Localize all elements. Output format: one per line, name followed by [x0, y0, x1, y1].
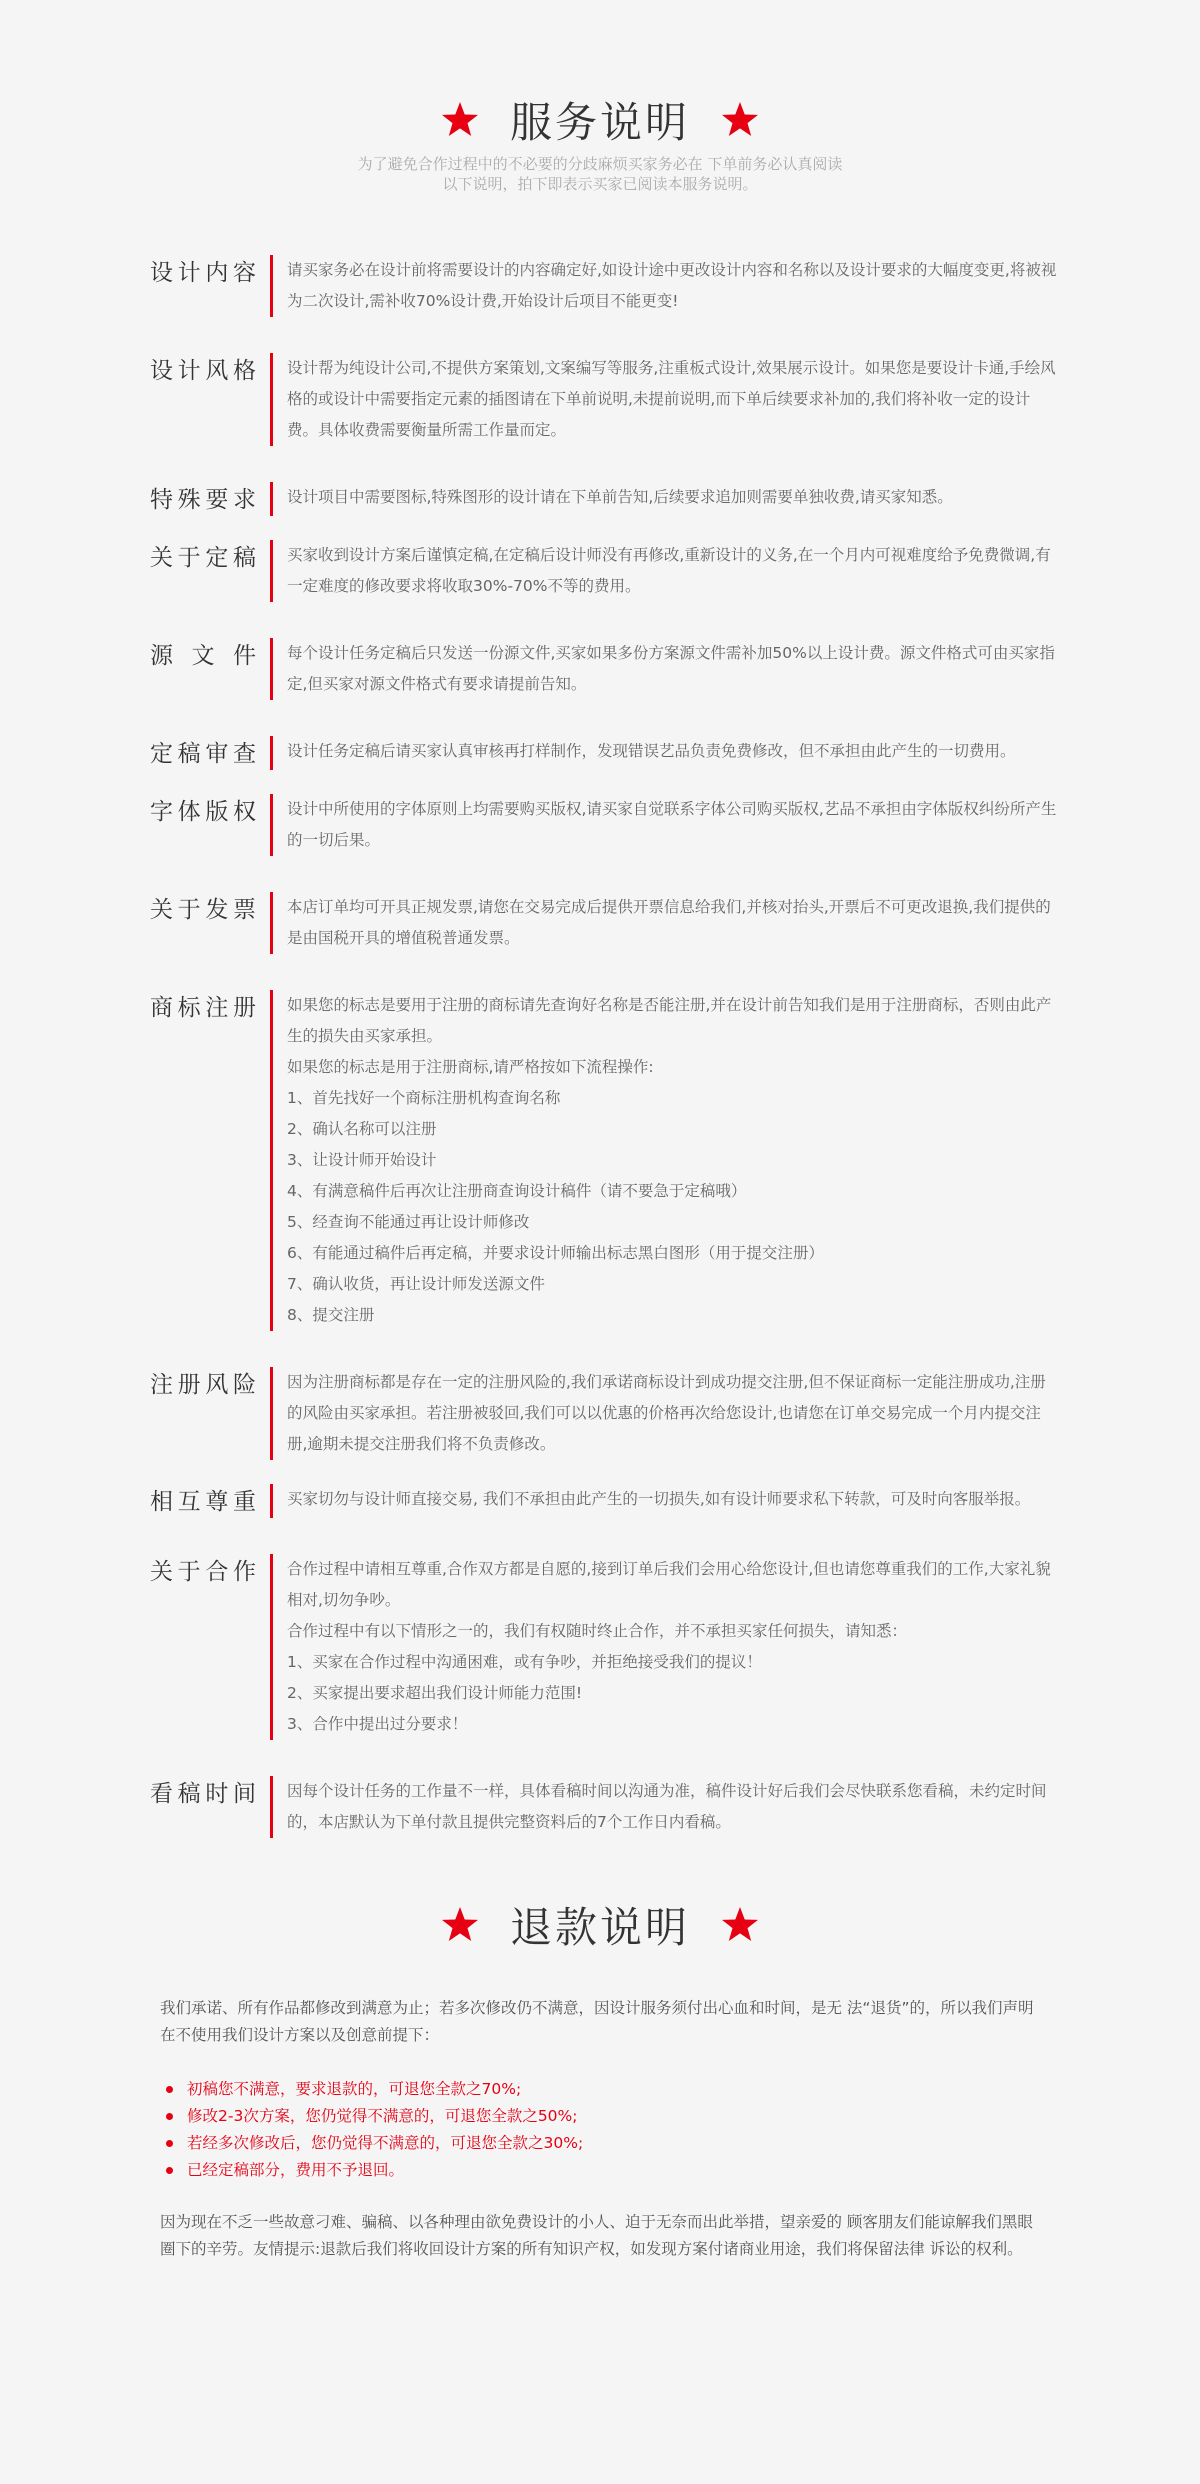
- service-item-text: 合作过程中请相互尊重,合作双方都是自愿的,接到订单后我们会用心给您设计,但也请您尊重我们的工作,大家礼貌相对,切勿争吵。: [287, 1560, 1051, 1609]
- service-item-divider: [270, 1484, 273, 1518]
- service-item: [150, 892, 1060, 954]
- service-title: 服务说明: [509, 98, 690, 147]
- service-item-text: 7、确认收货，再让设计师发送源文件: [287, 1275, 545, 1293]
- service-item-label: 字体版权: [150, 799, 256, 825]
- refund-point: 若经多次修改后，您仍觉得不满意的，可退您全款之30%;: [160, 2130, 1040, 2157]
- service-item: [150, 353, 1060, 446]
- service-item-text: 设计中所使用的字体原则上均需要购买版权,请买家自觉联系字体公司购买版权,艺品不承担由字体版权纠纷所产生的一切后果。: [287, 800, 1057, 849]
- service-item-label: 设计内容: [150, 260, 256, 286]
- service-item: [150, 482, 1060, 516]
- service-item-text: 设计项目中需要图标,特殊图形的设计请在下单前告知,后续要求追加则需要单独收费,请买家知悉。: [287, 488, 953, 506]
- service-item-divider: [270, 1367, 273, 1460]
- service-item: [150, 1554, 1060, 1740]
- service-item-text: 买家切勿与设计师直接交易, 我们不承担由此产生的一切损失,如有设计师要求私下转款，可及时向客服举报。: [287, 1490, 1031, 1508]
- service-item-text: 5、经查询不能通过再让设计师修改: [287, 1213, 530, 1231]
- service-item-text: 1、买家在合作过程中沟通困难，或有争吵，并拒绝接受我们的提议！: [287, 1653, 762, 1671]
- service-item-divider: [270, 638, 273, 700]
- service-item-text: 本店订单均可开具正规发票,请您在交易完成后提供开票信息给我们,并核对抬头,开票后不可更改退换,我们提供的是由国税开具的增值税普通发票。: [287, 898, 1051, 947]
- service-item-body: [287, 255, 1060, 317]
- service-item-body: [287, 892, 1060, 954]
- service-item-text: 每个设计任务定稿后只发送一份源文件,买家如果多份方案源文件需补加50%以上设计费。源文件格式可由买家指定,但买家对源文件格式有要求请提前告知。: [287, 644, 1055, 693]
- service-item-divider: [270, 892, 273, 954]
- service-item-body: [287, 1554, 1060, 1740]
- service-item-label: 特殊要求: [150, 487, 256, 513]
- service-item-divider: [270, 1776, 273, 1838]
- service-item: [150, 990, 1060, 1331]
- service-items: [150, 255, 1060, 1868]
- service-item-body: [287, 353, 1060, 446]
- service-item-text: 1、首先找好一个商标注册机构查询名称: [287, 1089, 561, 1107]
- service-item-label: 相互尊重: [150, 1489, 256, 1515]
- star-icon: [440, 100, 480, 140]
- refund-point: 初稿您不满意，要求退款的，可退您全款之70%;: [160, 2076, 1040, 2103]
- service-item-text: 6、有能通过稿件后再定稿，并要求设计师输出标志黑白图形（用于提交注册）: [287, 1244, 824, 1262]
- service-item-label: 设计风格: [150, 358, 256, 384]
- service-item-text: 因为注册商标都是存在一定的注册风险的,我们承诺商标设计到成功提交注册,但不保证商标一定能注册成功,注册的风险由买家承担。若注册被驳回,我们可以以优惠的价格再次给您设计,也请您在订单交易完成一个月内提交注册,逾期未提交注册我们将不负责修改。: [287, 1373, 1046, 1453]
- refund-outro: 因为现在不乏一些故意刁难、骗稿、以各种理由欲免费设计的小人、迫于无奈而出此举措，望亲爱的 顾客朋友们能谅解我们黑眼圈下的辛劳。友情提示:退款后我们将收回设计方案的所有知识产权，如发现方案付诸商业用途，我们将保留法律 诉讼的权利。: [160, 2213, 1033, 2258]
- service-item-body: [287, 1776, 1060, 1838]
- service-item-text: 设计任务定稿后请买家认真审核再打样制作，发现错误艺品负责免费修改，但不承担由此产生的一切费用。: [287, 742, 1016, 760]
- service-item-text: 设计帮为纯设计公司,不提供方案策划,文案编写等服务,注重板式设计,效果展示设计。如果您是要设计卡通,手绘风格的或设计中需要指定元素的插图请在下单前说明,未提前说明,而下单后续要求补加的,我们将补收一定的设计费。具体收费需要衡量所需工作量而定。: [287, 359, 1056, 439]
- star-icon: [720, 100, 760, 140]
- service-item-label: 注册风险: [150, 1372, 256, 1398]
- service-item: [150, 255, 1060, 317]
- star-icon: [720, 1905, 760, 1945]
- service-item-text: 买家收到设计方案后谨慎定稿,在定稿后设计师没有再修改,重新设计的义务,在一个月内可视难度给予免费微调,有一定难度的修改要求将收取30%-70%不等的费用。: [287, 546, 1051, 595]
- refund-header: [0, 1895, 1200, 1955]
- service-item-text: 如果您的标志是要用于注册的商标请先查询好名称是否能注册,并在设计前告知我们是用于注册商标，否则由此产生的损失由买家承担。: [287, 996, 1052, 1045]
- service-item: [150, 1776, 1060, 1838]
- service-item-text: 4、有满意稿件后再次让注册商查询设计稿件（请不要急于定稿哦）: [287, 1182, 747, 1200]
- service-item-label: 关于发票: [150, 897, 256, 923]
- service-item-text: 2、确认名称可以注册: [287, 1120, 437, 1138]
- service-item: [150, 1484, 1060, 1518]
- service-item-divider: [270, 794, 273, 856]
- service-item-text: 8、提交注册: [287, 1306, 375, 1324]
- service-item-body: [287, 638, 1060, 700]
- service-item: [150, 1367, 1060, 1460]
- refund-title: 退款说明: [509, 1903, 690, 1952]
- service-item-text: 因每个设计任务的工作量不一样，具体看稿时间以沟通为准，稿件设计好后我们会尽快联系您看稿，未约定时间的，本店默认为下单付款且提供完整资料后的7个工作日内看稿。: [287, 1782, 1047, 1831]
- service-item-body: [287, 482, 1060, 513]
- service-item-body: [287, 736, 1060, 767]
- service-item: [150, 540, 1060, 602]
- service-item-divider: [270, 353, 273, 446]
- service-item-text: 2、买家提出要求超出我们设计师能力范围!: [287, 1684, 583, 1702]
- service-item-body: [287, 1367, 1060, 1460]
- service-item-divider: [270, 540, 273, 602]
- refund-title-row: [0, 1895, 1200, 1955]
- service-item-text: 如果您的标志是用于注册商标,请严格按如下流程操作:: [287, 1058, 654, 1076]
- refund-points: [160, 2076, 1040, 2184]
- service-item-divider: [270, 482, 273, 516]
- service-item-text: 3、让设计师开始设计: [287, 1151, 437, 1169]
- refund-intro: 我们承诺、所有作品都修改到满意为止；若多次修改仍不满意，因设计服务须付出心血和时间，是无 法“退货”的，所以我们声明在不使用我们设计方案以及创意前提下：: [160, 1999, 1034, 2044]
- service-subtitle-line: 为了避免合作过程中的不必要的分歧麻烦买家务必在 下单前务必认真阅读: [357, 155, 843, 173]
- service-item-label: 源文件: [150, 643, 256, 669]
- service-item-text: 合作过程中有以下情形之一的，我们有权随时终止合作，并不承担买家任何损失，请知悉：: [287, 1622, 908, 1640]
- service-item: [150, 736, 1060, 770]
- refund-point: 已经定稿部分，费用不予退回。: [160, 2157, 1040, 2184]
- service-item-body: [287, 540, 1060, 602]
- service-item-body: [287, 990, 1060, 1331]
- service-item-label: 看稿时间: [150, 1781, 256, 1807]
- service-item-label: 关于定稿: [150, 545, 256, 571]
- service-header: [0, 90, 1200, 194]
- service-item-divider: [270, 1554, 273, 1740]
- service-item-divider: [270, 990, 273, 1331]
- service-item-divider: [270, 736, 273, 770]
- service-subtitle-line: 以下说明，拍下即表示买家已阅读本服务说明。: [442, 175, 758, 193]
- service-item-body: [287, 1484, 1060, 1515]
- service-item-divider: [270, 255, 273, 317]
- service-item-label: 商标注册: [150, 995, 256, 1021]
- service-subtitle: [0, 154, 1200, 194]
- service-title-row: [0, 90, 1200, 150]
- star-icon: [440, 1905, 480, 1945]
- service-item-text: 3、合作中提出过分要求！: [287, 1715, 468, 1733]
- service-item-label: 关于合作: [150, 1559, 256, 1585]
- service-item-text: 请买家务必在设计前将需要设计的内容确定好,如设计途中更改设计内容和名称以及设计要求的大幅度变更,将被视为二次设计,需补收70%设计费,开始设计后项目不能更变!: [287, 261, 1057, 310]
- refund-point: 修改2-3次方案，您仍觉得不满意的，可退您全款之50%;: [160, 2103, 1040, 2130]
- service-item: [150, 794, 1060, 856]
- service-item: [150, 638, 1060, 700]
- service-item-label: 定稿审查: [150, 741, 256, 767]
- service-item-body: [287, 794, 1060, 856]
